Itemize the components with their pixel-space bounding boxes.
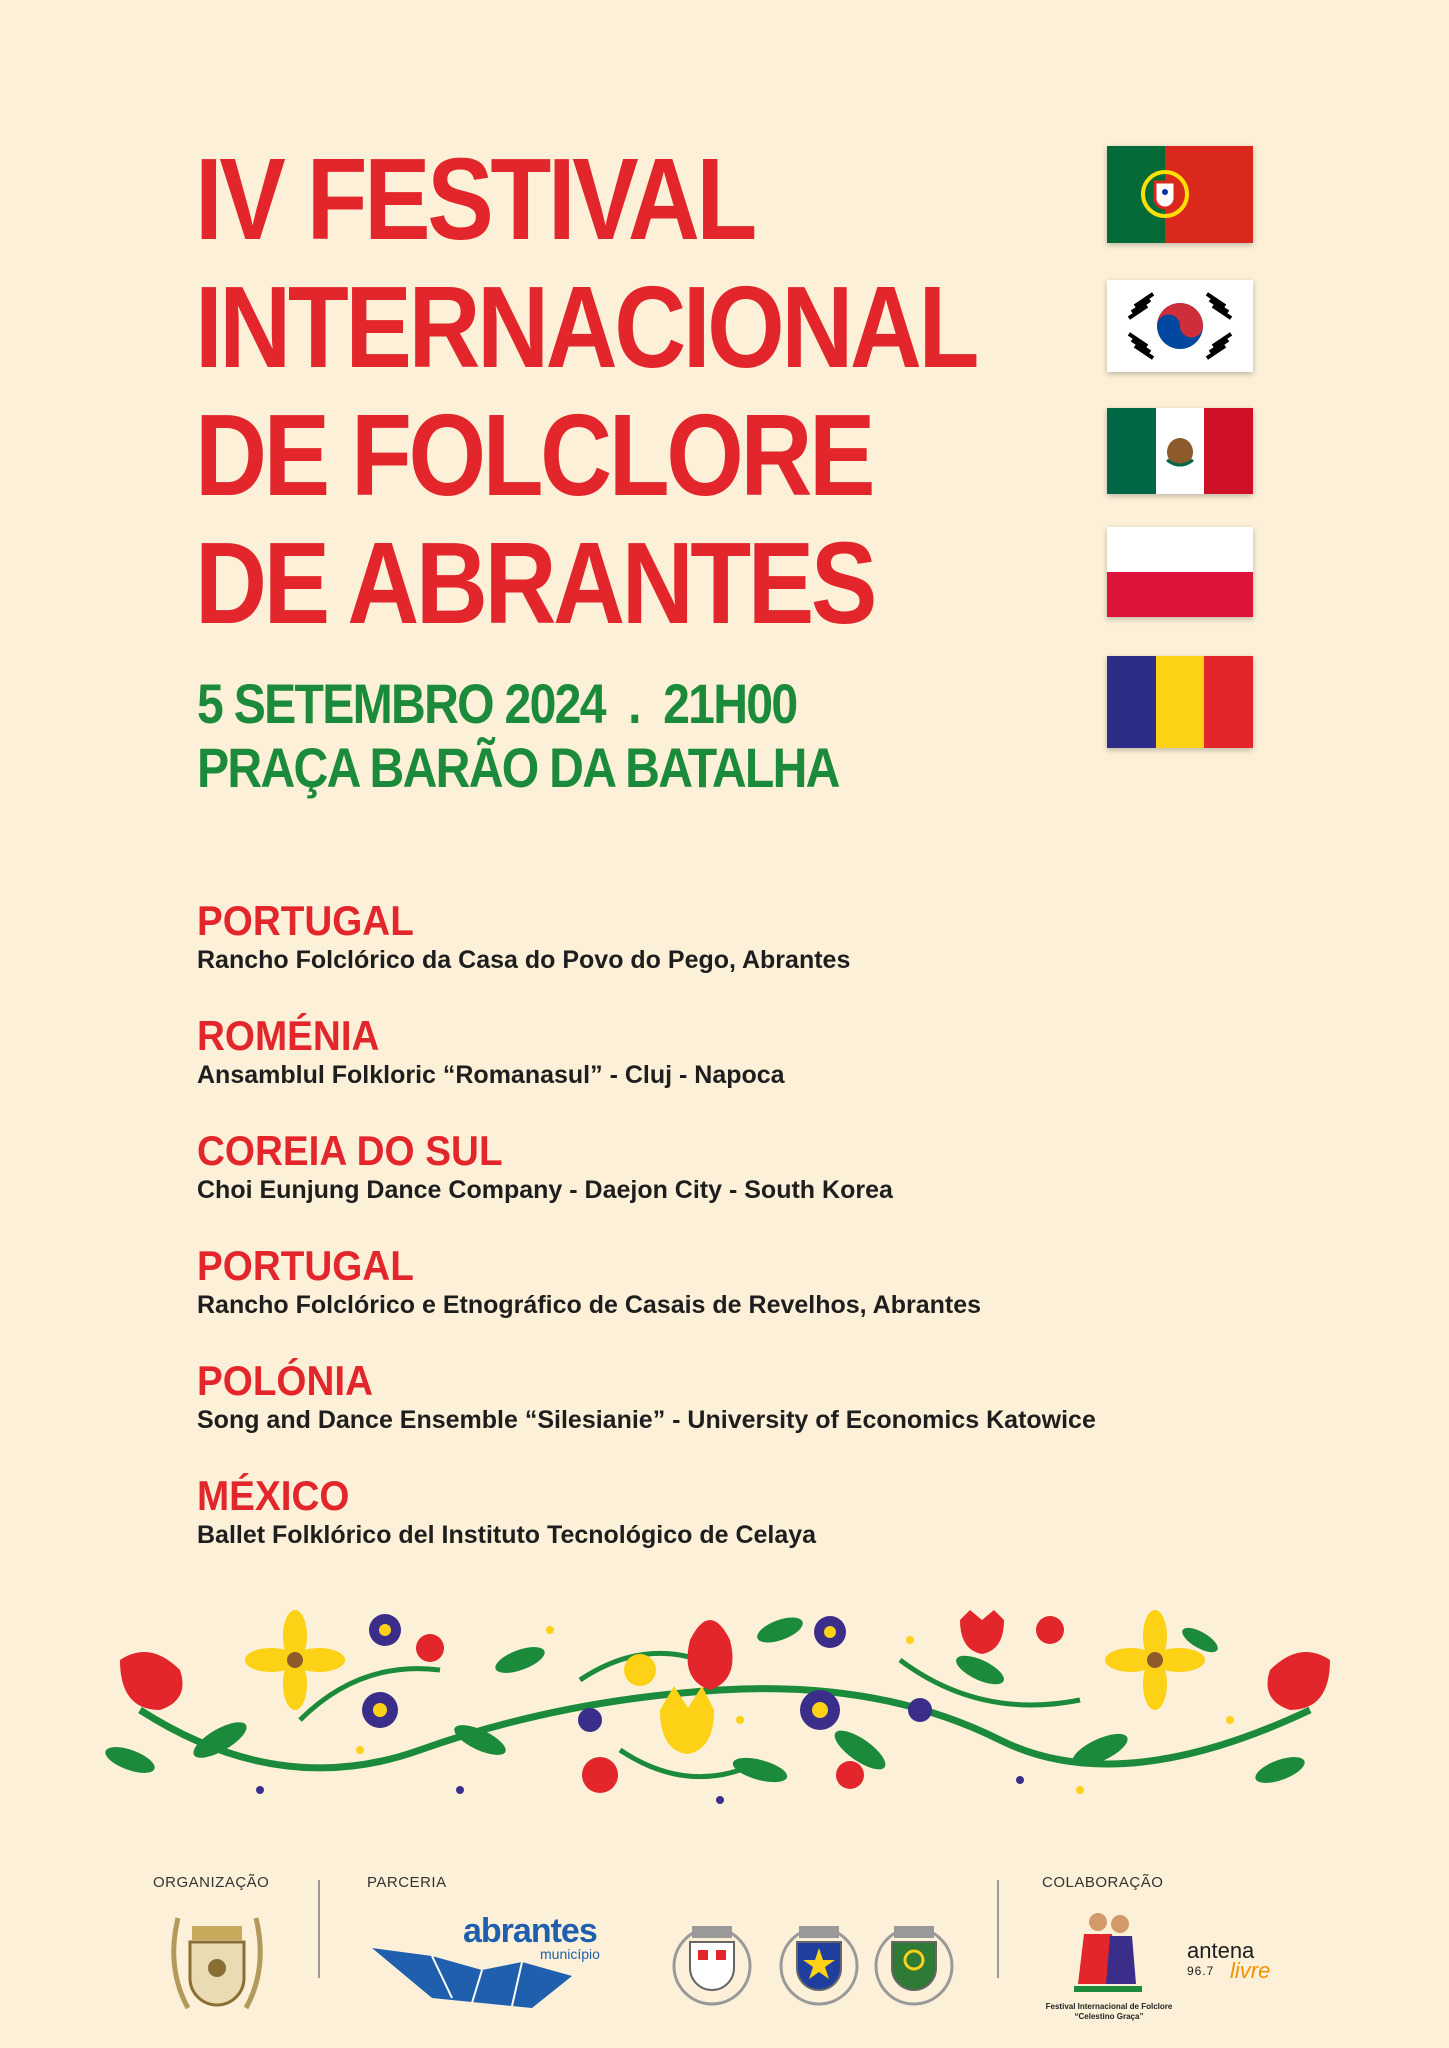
parceria-label: PARCERIA xyxy=(367,1874,447,1891)
abrantes-wordmark: abrantes xyxy=(463,1912,597,1950)
country-name: POLÓNIA xyxy=(197,1357,374,1404)
country-name: MÉXICO xyxy=(197,1472,350,1519)
list-item xyxy=(197,1013,1297,1128)
country-name: ROMÉNIA xyxy=(197,1012,380,1059)
title-line: DE ABRANTES xyxy=(195,518,874,648)
event-venue: PRAÇA BARÃO DA BATALHA xyxy=(197,736,839,799)
ensemble-name: Choi Eunjung Dance Company - Daejon City - South Korea xyxy=(197,1176,893,1204)
south-korea-flag-icon xyxy=(1107,280,1253,372)
ensemble-name: Rancho Folclórico da Casa do Povo do Pego, Abrantes xyxy=(197,946,851,974)
parish-crest-icon xyxy=(775,1918,863,2011)
festival-logo-subcaption: “Celestino Graça” xyxy=(1074,2012,1144,2021)
footer-divider xyxy=(318,1880,320,1978)
organizer-crest-icon xyxy=(158,1908,276,2025)
list-item xyxy=(197,1128,1297,1243)
abrantes-subtitle: município xyxy=(540,1946,600,1962)
colaboracao-label: COLABORAÇÃO xyxy=(1042,1874,1164,1891)
list-item xyxy=(197,898,1297,1013)
ensemble-name: Ballet Folklórico del Instituto Tecnológico de Celaya xyxy=(197,1521,817,1549)
event-info xyxy=(197,672,839,800)
portugal-flag-icon xyxy=(1107,146,1253,243)
antena-frequency: 96.7 xyxy=(1187,1964,1215,1978)
country-name: COREIA DO SUL xyxy=(197,1127,503,1174)
title-line: DE FOLCLORE xyxy=(195,390,873,520)
festival-celestino-logo-icon xyxy=(1070,1908,1146,2005)
festival-title xyxy=(195,135,976,647)
antena-livre-wordmark: livre xyxy=(1230,1958,1271,1983)
title-line: IV FESTIVAL xyxy=(195,134,754,264)
list-item xyxy=(197,1473,1297,1588)
romania-flag-icon xyxy=(1107,656,1253,748)
ensemble-name: Song and Dance Ensemble “Silesianie” - University of Economics Katowice xyxy=(197,1406,1096,1434)
organizacao-label: ORGANIZAÇÃO xyxy=(153,1874,270,1891)
parish-crest-icon xyxy=(668,1918,756,2011)
list-item xyxy=(197,1358,1297,1473)
antena-wordmark: antena xyxy=(1187,1938,1255,1963)
ensemble-name: Rancho Folclórico e Etnográfico de Casais de Revelhos, Abrantes xyxy=(197,1291,981,1319)
parish-crest-icon xyxy=(870,1918,958,2011)
country-name: PORTUGAL xyxy=(197,1242,414,1289)
event-date-time: 5 SETEMBRO 2024 . 21H00 xyxy=(197,672,797,735)
poland-flag-icon xyxy=(1107,527,1253,617)
country-name: PORTUGAL xyxy=(197,897,414,944)
mexico-flag-icon xyxy=(1107,408,1253,494)
festival-logo-caption: Festival Internacional de Folclore xyxy=(1045,2002,1173,2011)
title-line: INTERNACIONAL xyxy=(195,262,977,392)
list-item xyxy=(197,1243,1297,1358)
floral-border-icon xyxy=(100,1600,1350,1825)
performers-list xyxy=(197,898,1297,1588)
ensemble-name: Ansamblul Folkloric “Romanasul” - Cluj - Napoca xyxy=(197,1061,785,1089)
footer-divider xyxy=(997,1880,999,1978)
